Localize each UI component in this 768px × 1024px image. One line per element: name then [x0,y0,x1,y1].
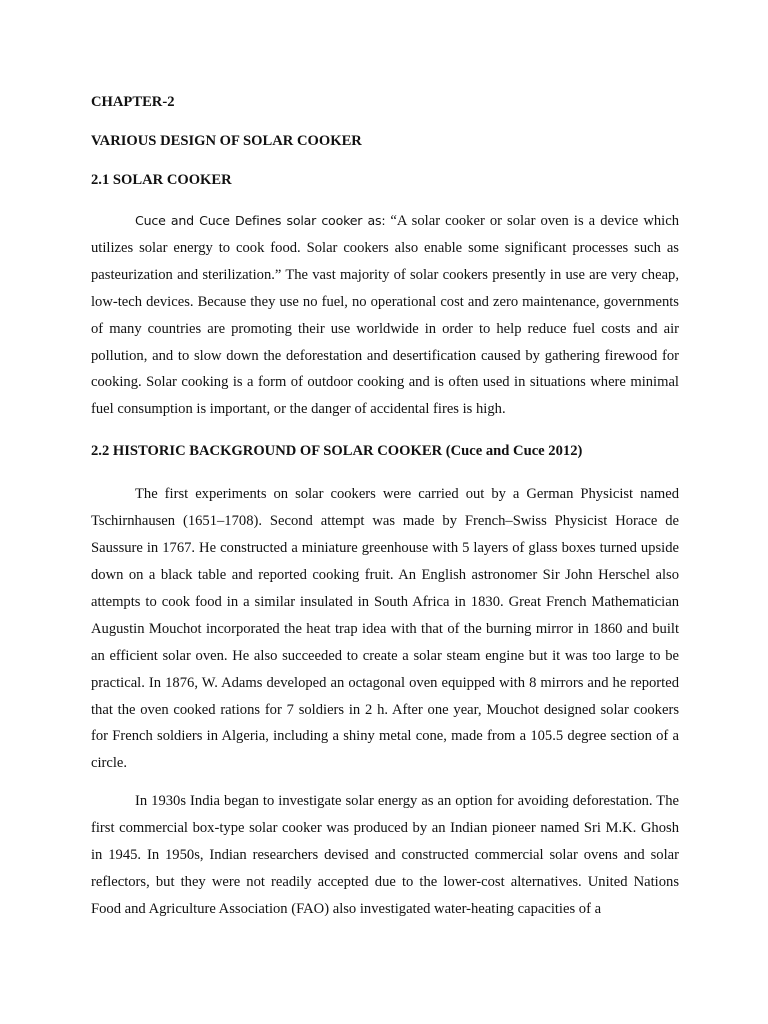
history-paragraph-2: In 1930s India began to investigate solar energy as an option for avoiding deforestation. The first commercial box-type solar cooker was produced by an Indian pioneer named Sri M.K. Ghosh in 1945. In 1950s, Indian researchers devised and constructed commercial solar ovens and solar reflectors, but they were not readily accepted due to the lower-cost alternatives. United Nations Food and Agriculture Association (FAO) also investigated water-heating capacities of a [91,793,679,917]
chapter-label: CHAPTER-2 [91,94,175,110]
section-heading-historic-background: 2.2 HISTORIC BACKGROUND OF SOLAR COOKER (Cuce and Cuce 2012) [91,443,583,460]
section-heading-solar-cooker: 2.1 SOLAR COOKER [91,172,232,188]
solar-cooker-paragraph [91,208,679,423]
history-paragraph-1: The first experiments on solar cookers were carried out by a German Physicist named Tschirnhausen (1651–1708). Second attempt was made by French–Swiss Physicist Horace de Saussure in 1767. He constructed a miniature greenhouse with 5 layers of glass boxes turned upside down on a black table and reported cooking fruit. An English astronomer Sir John Herschel also attempts to cook food in a similar insulated in South Africa in 1830. Great French Mathematician Augustin Mouchot incorporated the heat trap idea with that of the burning mirror in 1860 and built an efficient solar oven. He also succeeded to create a solar steam engine but it was too large to be practical. In 1876, W. Adams developed an octagonal oven equipped with 8 mirrors and he reported that the oven cooked rations for 7 soldiers in 2 h. After one year, Mouchot designed solar cookers for French soldiers in Algeria, including a shiny metal cone, made from a 105.5 degree section of a circle. [91,486,679,772]
chapter-title: VARIOUS DESIGN OF SOLAR COOKER [91,133,362,149]
paragraph-intro-citation: Cuce and Cuce Defines solar cooker as: [135,213,386,228]
document-page [91,92,679,923]
paragraph-body: “A solar cooker or solar oven is a device which utilizes solar energy to cook food. Solar cookers also enable some significant processes such as pasteurization and sterilization.” The vast majority of solar cookers presently in use are very cheap, low-tech devices. Because they use no fuel, no operational cost and zero maintenance, governments of many countries are promoting their use worldwide in order to help reduce fuel costs and air pollution, and to slow down the deforestation and desertification caused by gathering firewood for cooking. Solar cooking is a form of outdoor cooking and is often used in situations where minimal fuel consumption is important, or the danger of accidental fires is high. [91,213,679,418]
